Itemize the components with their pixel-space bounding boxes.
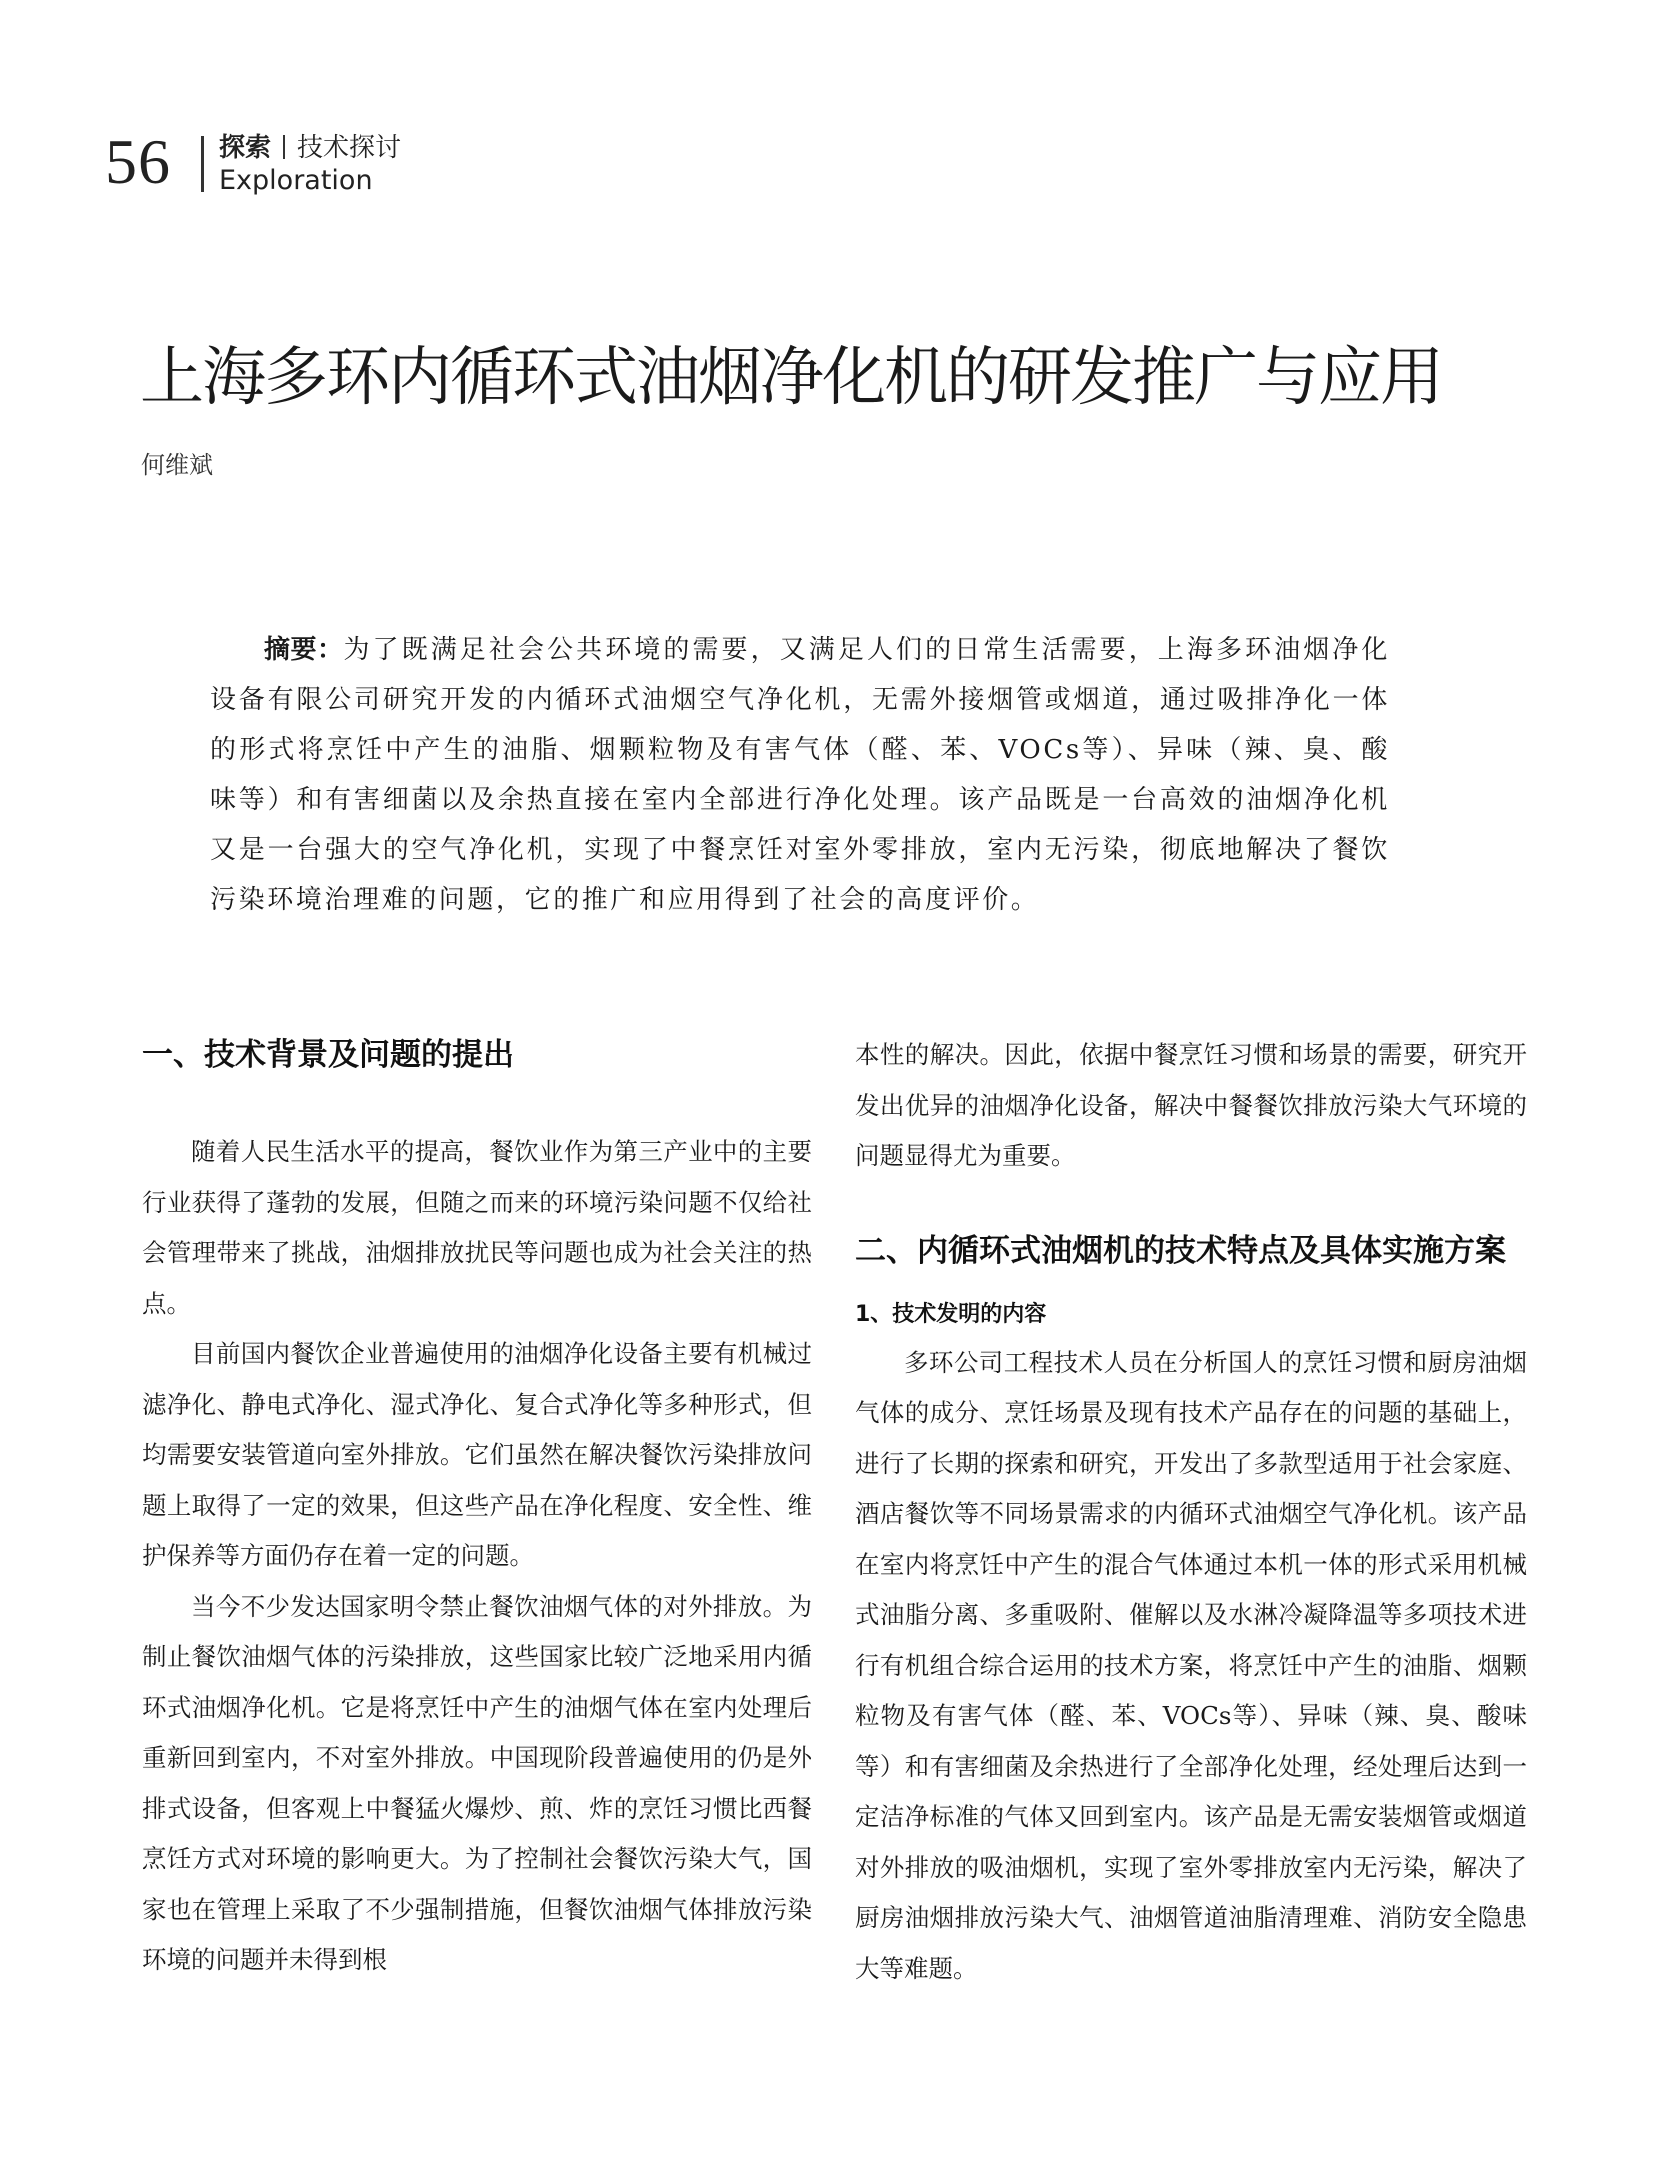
right-column	[855, 1032, 1527, 1994]
subsection-name: 技术探讨	[297, 133, 402, 163]
section-label	[219, 132, 401, 164]
body-paragraph: 目前国内餐饮企业普遍使用的油烟净化设备主要有机械过滤净化、静电式净化、湿式净化、复合式净化等多种形式，但均需要安装管道向室外排放。它们虽然在解决餐饮污染排放问题上取得了一定的效果，但这些产品在净化程度、安全性、维护保养等方面仍存在着一定的问题。	[142, 1339, 812, 1570]
section-heading-2: 二、内循环式油烟机的技术特点及具体实施方案	[855, 1232, 1506, 1269]
body-paragraph: 当今不少发达国家明令禁止餐饮油烟气体的对外排放。为制止餐饮油烟气体的污染排放，这些国家比较广泛地采用内循环式油烟净化机。它是将烹饪中产生的油烟气体在室内处理后重新回到室内，不对室外排放。中国现阶段普遍使用的仍是外排式设备，但客观上中餐猛火爆炒、煎、炸的烹饪习惯比西餐烹饪方式对环境的影响更大。为了控制社会餐饮污染大气，国家也在管理上采取了不少强制措施，但餐饮油烟气体排放污染环境的问题并未得到根	[142, 1591, 812, 1974]
section-divider	[283, 135, 285, 159]
section-name-en: Exploration	[219, 165, 373, 196]
continued-paragraph: 本性的解决。因此，依据中餐烹饪习惯和场景的需要，研究开发出优异的油烟净化设备，解决中餐餐饮排放污染大气环境的问题显得尤为重要。	[855, 1040, 1527, 1170]
author-name: 何维斌	[141, 451, 213, 479]
article-title: 上海多环内循环式油烟净化机的研发推广与应用	[140, 341, 1442, 415]
page-number: 56	[105, 126, 171, 197]
abstract-label: 摘要：	[264, 635, 344, 665]
section-heading-1: 一、技术背景及问题的提出	[142, 1037, 514, 1073]
section-name: 探索	[219, 133, 272, 163]
body-paragraph: 随着人民生活水平的提高，餐饮业作为第三产业中的主要行业获得了蓬勃的发展，但随之而来的环境污染问题不仅给社会管理带来了挑战，油烟排放扰民等问题也成为社会关注的热点。	[142, 1137, 812, 1318]
subsection-heading: 1、技术发明的内容	[855, 1301, 1047, 1327]
abstract	[210, 625, 1390, 925]
left-column	[142, 1032, 812, 1986]
body-paragraph: 多环公司工程技术人员在分析国人的烹饪习惯和厨房油烟气体的成分、烹饪场景及现有技术产品存在的问题的基础上，进行了长期的探索和研究，开发出了多款型适用于社会家庭、酒店餐饮等不同场景需求的内循环式油烟空气净化机。该产品在室内将烹饪中产生的混合气体通过本机一体的形式采用机械式油脂分离、多重吸附、催解以及水淋冷凝降温等多项技术进行有机组合综合运用的技术方案，将烹饪中产生的油脂、烟颗粒物及有害气体（醛、苯、VOCs等）、异味（辣、臭、酸味等）和有害细菌及余热进行了全部净化处理，经处理后达到一定洁净标准的气体又回到室内。该产品是无需安装烟管或烟道对外排放的吸油烟机，实现了室外零排放室内无污染，解决了厨房油烟排放污染大气、油烟管道油脂清理难、消防安全隐患大等难题。	[855, 1347, 1527, 1983]
header-divider	[201, 136, 204, 192]
abstract-text: 为了既满足社会公共环境的需要，又满足人们的日常生活需要，上海多环油烟净化设备有限公司研究开发的内循环式油烟空气净化机，无需外接烟管或烟道，通过吸排净化一体的形式将烹饪中产生的油脂、烟颗粒物及有害气体（醛、苯、VOCs等）、异味（辣、臭、酸味等）和有害细菌以及余热直接在室内全部进行净化处理。该产品既是一台高效的油烟净化机又是一台强大的空气净化机，实现了中餐烹饪对室外零排放，室内无污染，彻底地解决了餐饮污染环境治理难的问题，它的推广和应用得到了社会的高度评价。	[210, 635, 1390, 915]
